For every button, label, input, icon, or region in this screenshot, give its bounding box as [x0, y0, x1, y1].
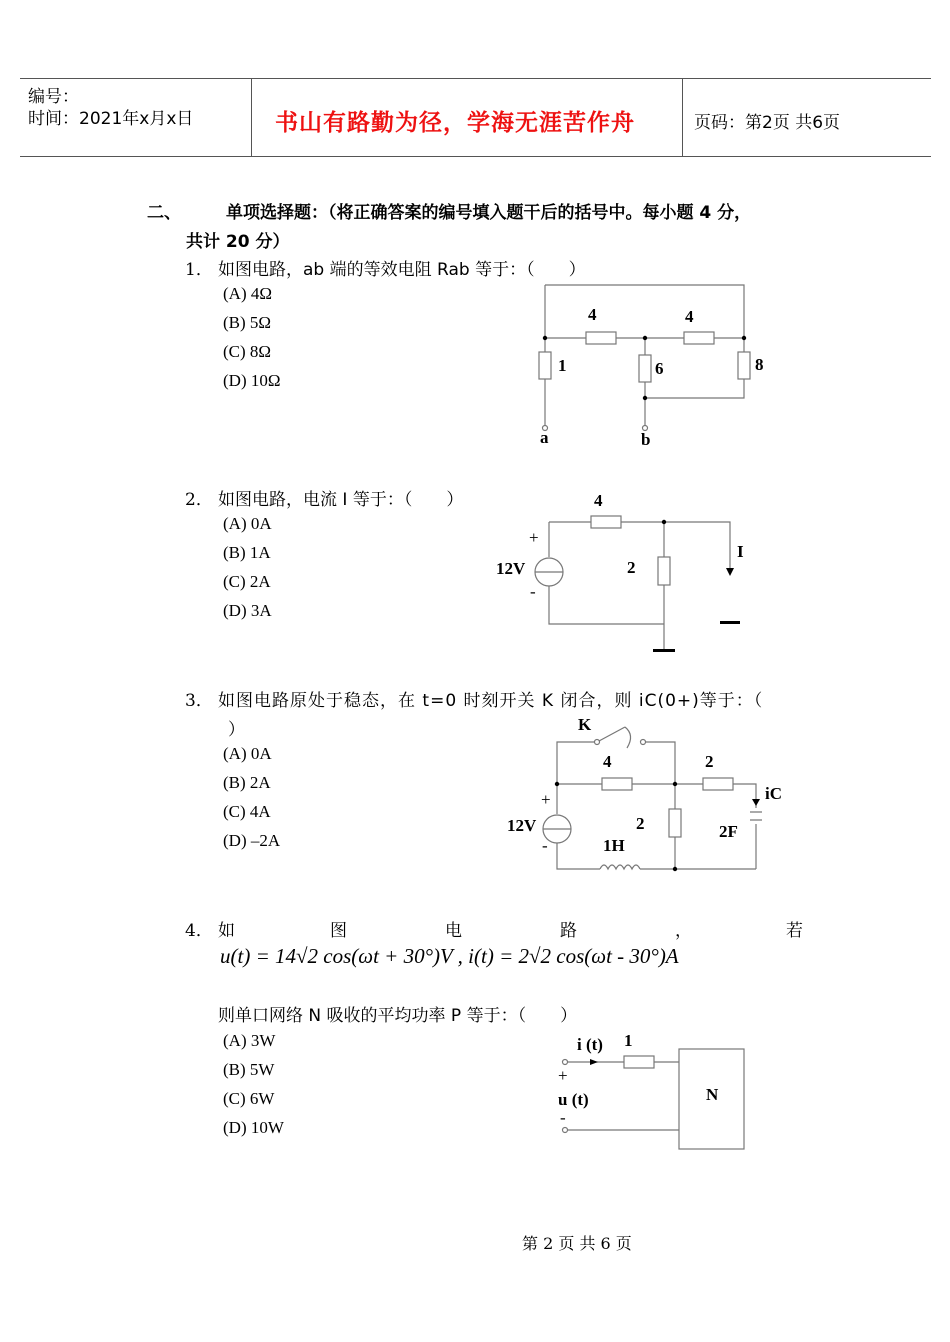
source-plus: + — [541, 790, 551, 809]
question-stem-word: ， — [675, 921, 692, 941]
section-title-line2: 共计 20 分） — [186, 232, 290, 252]
circuit-diagram-3 — [500, 710, 790, 880]
option-c: (C) 2A — [223, 572, 271, 591]
option-b: (B) 5W — [223, 1060, 275, 1079]
option-a: (A) 0A — [223, 514, 272, 533]
resistor-label-left: 1 — [558, 356, 567, 375]
inductor-label: 1H — [603, 836, 625, 855]
question-stem-word: 图 — [330, 921, 347, 941]
option-a: (A) 4Ω — [223, 284, 272, 303]
option-c: (C) 6W — [223, 1089, 275, 1108]
question-stem-word: 路 — [560, 921, 577, 941]
question-stem: 如图电路，电流 I 等于：（ ） — [218, 490, 464, 510]
question-number: 1． — [185, 260, 213, 280]
option-c: (C) 8Ω — [223, 342, 272, 361]
section-number: 二、 — [147, 203, 181, 223]
resistor-label-mid: 2 — [636, 814, 645, 833]
option-a: (A) 0A — [223, 744, 272, 763]
source-plus: + — [529, 528, 539, 547]
resistor-label-top1: 4 — [603, 752, 612, 771]
source-minus: - — [530, 582, 536, 601]
option-b: (B) 1A — [223, 543, 271, 562]
resistor-label-mid: 6 — [655, 359, 664, 378]
circuit-diagram-1 — [520, 275, 780, 455]
header-divider-right — [682, 78, 683, 157]
port-plus: + — [558, 1066, 568, 1085]
header-page-label: 页码：第2页 共6页 — [694, 113, 841, 133]
question-formula: u(t) = 14√2 cos(ωt + 30°)V , i(t) = 2√2 cos(ωt - 30°)A — [220, 944, 679, 968]
resistor-label: 1 — [624, 1031, 633, 1050]
source-minus: - — [542, 836, 548, 855]
header-top-rule — [20, 78, 931, 79]
network-label: N — [706, 1085, 719, 1104]
question-stem-close: ） — [228, 720, 245, 740]
capacitor-label: 2F — [719, 822, 738, 841]
question-number: 4． — [185, 921, 213, 941]
question-number: 3． — [185, 691, 213, 711]
option-d: (D) 3A — [223, 601, 272, 620]
header-time-label: 时间：2021年x月x日 — [28, 109, 194, 129]
option-d: (D) –2A — [223, 831, 281, 850]
question-number: 2． — [185, 490, 213, 510]
resistor-label-mid: 2 — [627, 558, 636, 577]
current-label: I — [737, 542, 744, 561]
resistor-label-top1: 4 — [588, 305, 597, 324]
question-stem: 如图电路，ab 端的等效电阻 Rab 等于：（ ） — [218, 260, 586, 280]
header-number-label: 编号： — [28, 87, 79, 107]
question-stem: 如图电路原处于稳态，在 t=0 时刻开关 K 闭合，则 iC(0+)等于：（ — [218, 691, 764, 711]
node-label-a: a — [540, 428, 549, 447]
header-bottom-rule — [20, 156, 931, 157]
circuit-diagram-2 — [490, 485, 760, 660]
question-stem-line2: 则单口网络 N 吸收的平均功率 P 等于：（ ） — [218, 1006, 578, 1026]
node-label-b: b — [641, 430, 651, 449]
resistor-label-top2: 2 — [705, 752, 714, 771]
resistor-label-top: 4 — [594, 491, 603, 510]
header-motto: 书山有路勤为径，学海无涯苦作舟 — [275, 110, 635, 136]
current-label: iC — [765, 784, 782, 803]
resistor-label-top2: 4 — [685, 307, 694, 326]
option-b: (B) 2A — [223, 773, 271, 792]
port-minus: - — [560, 1108, 566, 1127]
question-stem-word: 电 — [445, 921, 462, 941]
question-stem-word: 如 — [218, 921, 235, 941]
source-label: 12V — [507, 816, 537, 835]
option-a: (A) 3W — [223, 1031, 276, 1050]
current-label: i (t) — [577, 1035, 603, 1054]
switch-label: K — [578, 715, 592, 734]
option-d: (D) 10Ω — [223, 371, 281, 390]
circuit-diagram-4 — [550, 1025, 755, 1155]
voltage-label: u (t) — [558, 1090, 589, 1109]
option-d: (D) 10W — [223, 1118, 284, 1137]
question-stem-word: 若 — [786, 921, 803, 941]
source-label: 12V — [496, 559, 526, 578]
option-c: (C) 4A — [223, 802, 271, 821]
resistor-label-right: 8 — [755, 355, 764, 374]
header-divider-left — [251, 78, 252, 157]
option-b: (B) 5Ω — [223, 313, 272, 332]
section-title-line1: 单项选择题：（将正确答案的编号填入题干后的括号中。每小题 4 分， — [226, 203, 752, 223]
footer-page-number: 第 2 页 共 6 页 — [522, 1234, 632, 1253]
